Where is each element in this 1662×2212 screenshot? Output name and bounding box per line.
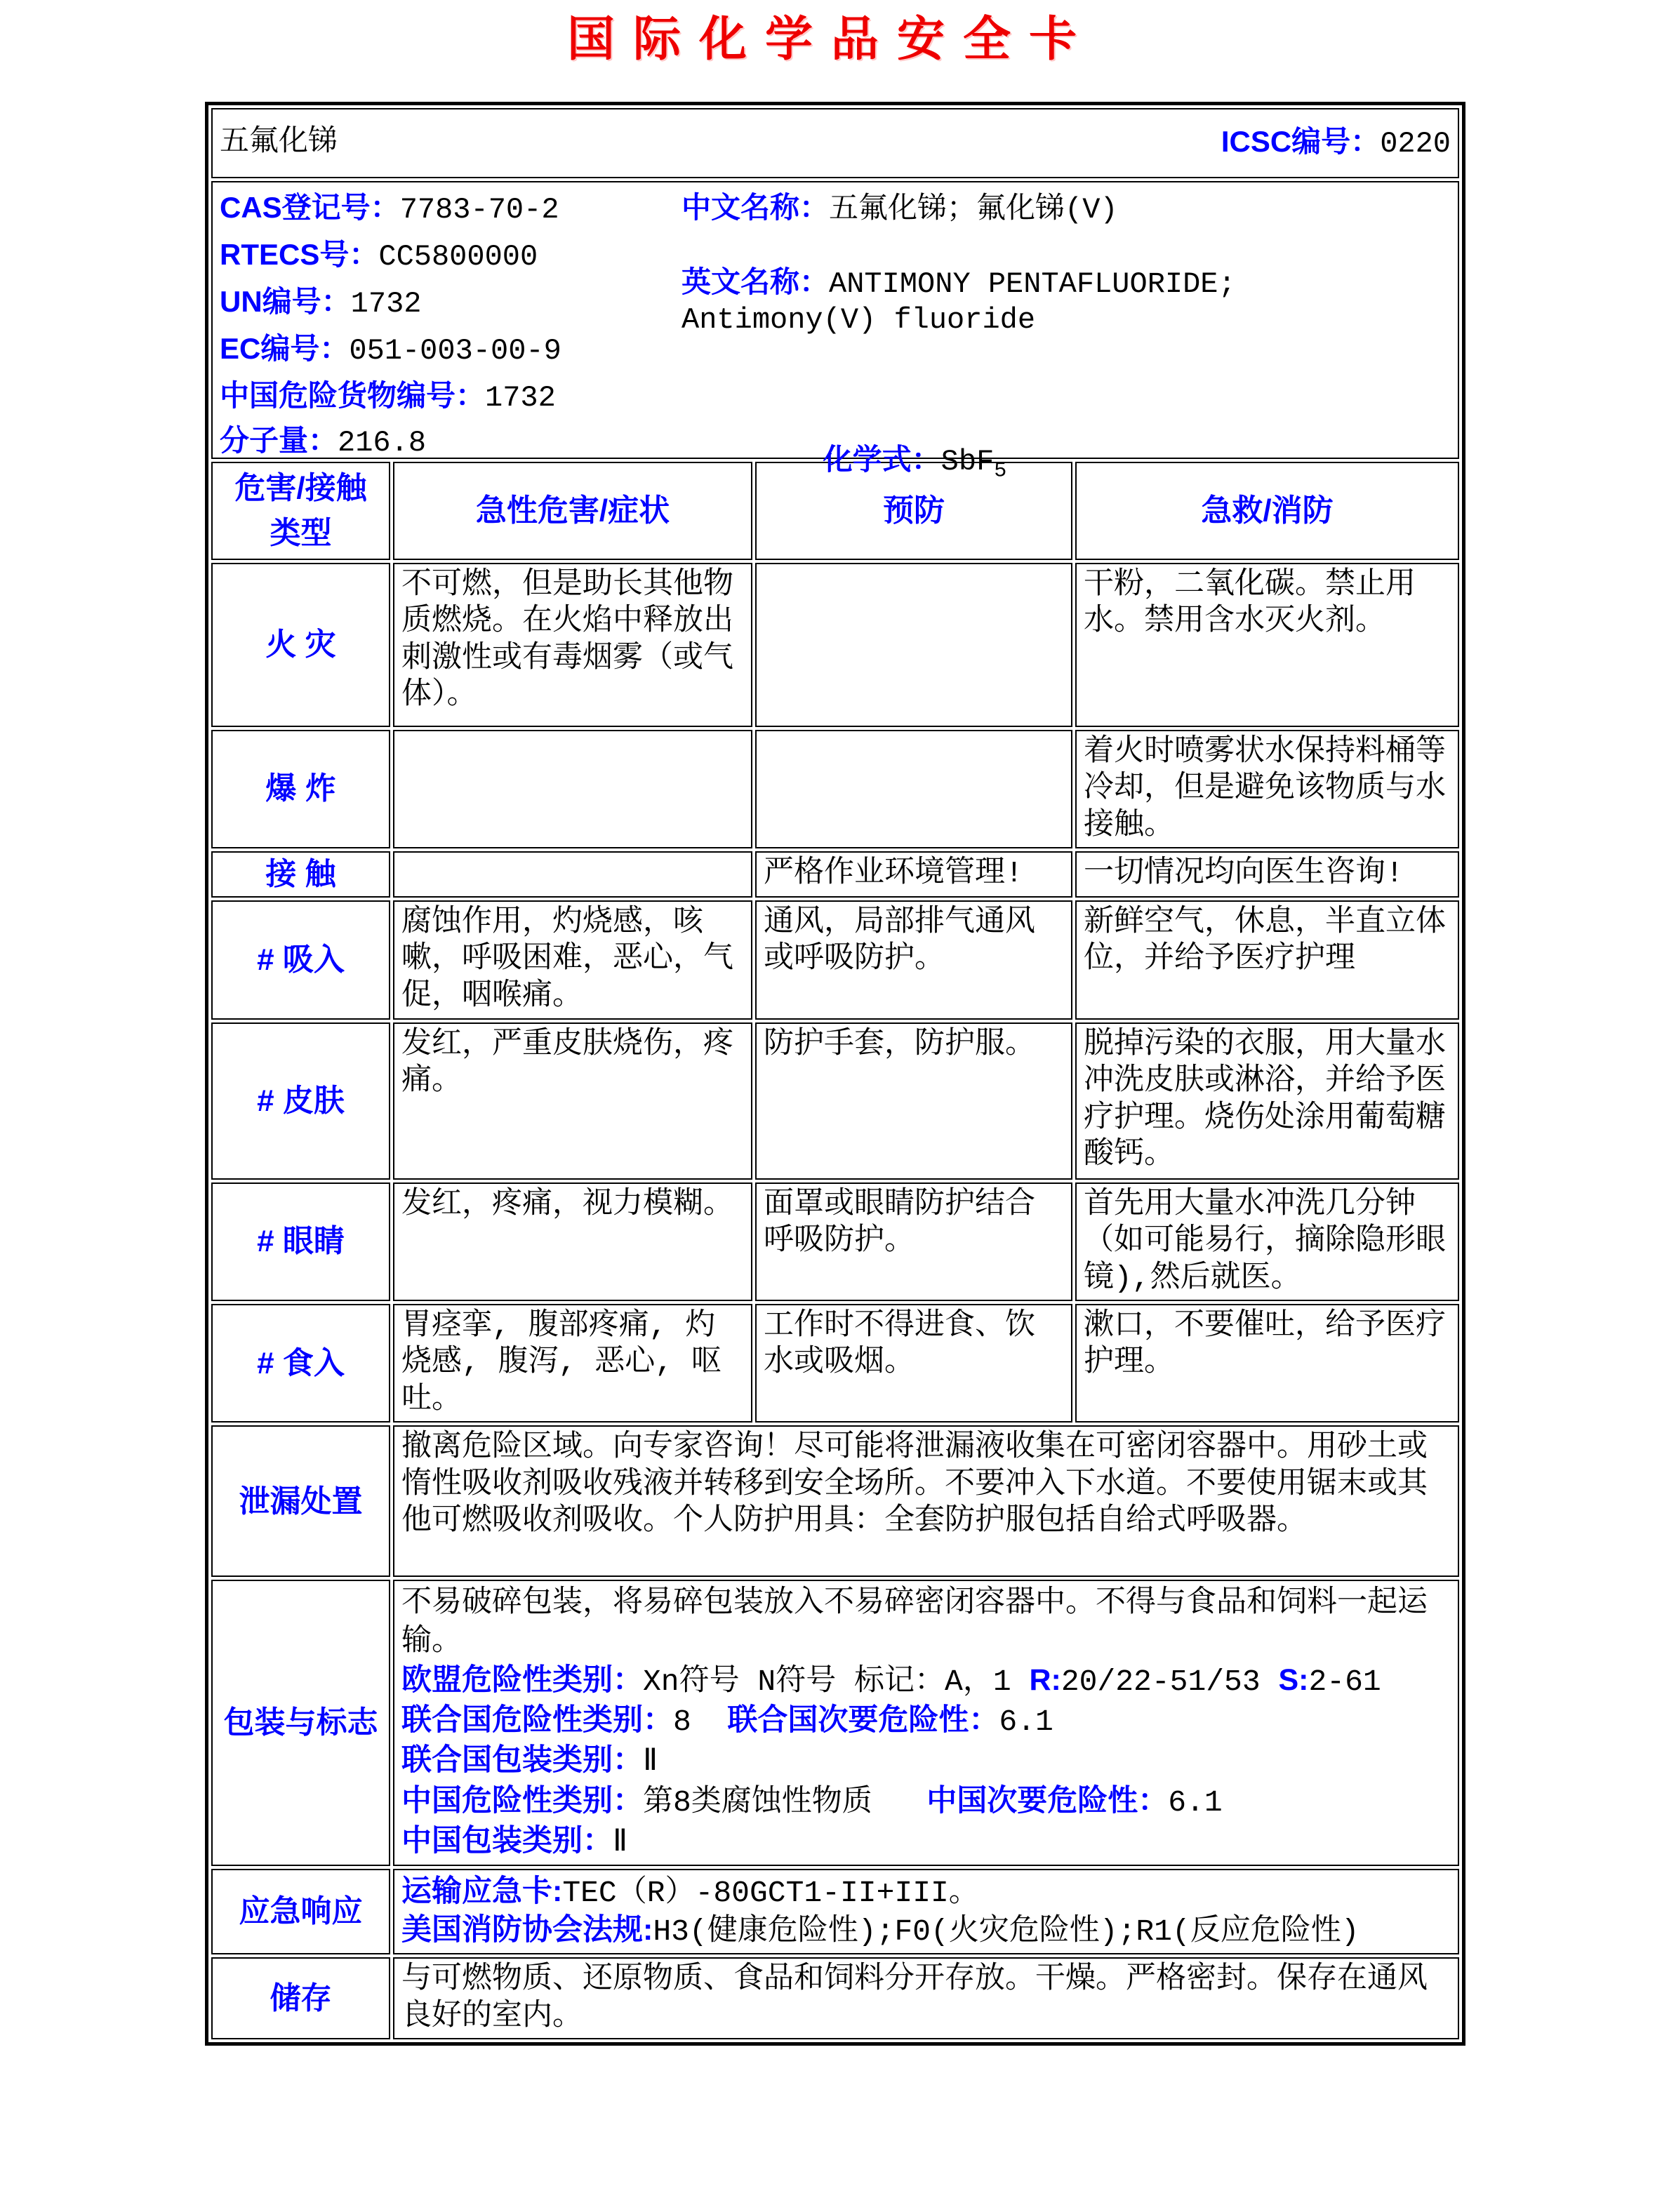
contact-prevention: 严格作业环境管理! [755, 851, 1072, 898]
ingestion-prevention: 工作时不得进食、饮水或吸烟。 [755, 1304, 1072, 1423]
row-label-ingestion: # 食入 [211, 1304, 390, 1423]
row-label-storage: 储存 [211, 1957, 390, 2039]
table-row-skin [211, 1022, 1459, 1180]
skin-symptoms: 发红，严重皮肤烧伤，疼痛。 [393, 1022, 752, 1180]
skin-prevention: 防护手套，防护服。 [755, 1022, 1072, 1180]
row-label-emergency-response: 应急响应 [211, 1869, 390, 1955]
table-row-emergency-response [211, 1869, 1459, 1955]
identifiers-row [211, 181, 1459, 459]
row-label-contact: 接 触 [211, 851, 390, 898]
row-label-fire: 火 灾 [211, 563, 390, 727]
row-label-skin: # 皮肤 [211, 1022, 390, 1180]
chinese-name: 中文名称：五氟化锑；氟化锑(V) [682, 191, 1118, 227]
table-row-storage [211, 1957, 1459, 2039]
page-title: 国际化学品安全卡 [566, 13, 1095, 66]
ec-number: EC编号：051-003-00-9 [220, 332, 561, 368]
fire-prevention [755, 563, 1072, 727]
emergency-transport-card: 运输应急卡:TEC（R）-80GCT1-II+III。 [401, 1874, 979, 1910]
packaging-un-classification: 联合国危险性类别：8 联合国次要危险性：6.1 [401, 1703, 1053, 1740]
header-hazard-type: 危害/接触类型 [211, 462, 390, 560]
header-first-aid: 急救/消防 [1075, 462, 1459, 560]
card-title-row [211, 108, 1459, 178]
inhalation-firstaid: 新鲜空气，休息，半直立体位，并给予医疗护理 [1075, 900, 1459, 1020]
contact-symptoms [393, 851, 752, 898]
packaging-china-classification: 中国危险性类别：第8类腐蚀性物质 中国次要危险性：6.1 [401, 1783, 1223, 1820]
contact-firstaid: 一切情况均向医生咨询! [1075, 851, 1459, 898]
spill-disposal-text: 撤离危险区域。向专家咨询！尽可能将泄漏液收集在可密闭容器中。用砂土或惰性吸收剂吸收残液并转移到安全场所。不要冲入下水道。不要使用锯末或其他可燃吸收剂吸收。个人防护用具：全套防护服包括自给式呼吸器。 [393, 1425, 1459, 1577]
table-row-contact [211, 851, 1459, 898]
eyes-prevention: 面罩或眼睛防护结合呼吸防护。 [755, 1182, 1072, 1301]
row-label-inhalation: # 吸入 [211, 900, 390, 1020]
ingestion-symptoms: 胃痉挛, 腹部疼痛, 灼烧感, 腹泻, 恶心, 呕吐。 [393, 1304, 752, 1423]
molecular-weight: 分子量：216.8 [220, 424, 427, 460]
explosion-symptoms [393, 730, 752, 848]
rtecs-number: RTECS号：CC5800000 [220, 238, 538, 274]
explosion-prevention [755, 730, 1072, 848]
chemical-formula [682, 406, 1447, 520]
eyes-firstaid: 首先用大量水冲洗几分钟（如可能易行，摘除隐形眼镜),然后就医。 [1075, 1182, 1459, 1301]
inhalation-prevention: 通风，局部排气通风或呼吸防护。 [755, 900, 1072, 1020]
row-label-spill-disposal: 泄漏处置 [211, 1425, 390, 1577]
packaging-transport-note: 不易破碎包装，将易碎包装放入不易碎密闭容器中。不得与食品和饲料一起运输。 [401, 1586, 1428, 1660]
packaging-content [393, 1580, 1459, 1865]
formula-label: 化学式： [823, 443, 941, 477]
emergency-response-content [393, 1869, 1459, 1955]
icsc-card-table [205, 102, 1465, 2046]
cas-number: CAS登记号：7783-70-2 [220, 191, 559, 227]
packaging-eu-classification: 欧盟危险性类别：Xn符号 N符号 标记：A，1 R:20/22-51/53 S:2-61 [401, 1663, 1381, 1700]
fire-firstaid: 干粉，二氧化碳。禁止用水。禁用含水灭火剂。 [1075, 563, 1459, 727]
un-number: UN编号：1732 [220, 285, 422, 321]
header-acute-hazards: 急性危害/症状 [393, 462, 752, 560]
header-prevention: 预防 [755, 462, 1072, 560]
table-row-inhalation [211, 900, 1459, 1020]
eyes-symptoms: 发红，疼痛，视力模糊。 [393, 1182, 752, 1301]
skin-firstaid: 脱掉污染的衣服，用大量水冲洗皮肤或淋浴，并给予医疗护理。烧伤处涂用葡萄糖酸钙。 [1075, 1022, 1459, 1180]
table-row-explosion [211, 730, 1459, 848]
icsc-number: ICSC编号：0220 [1221, 125, 1451, 161]
storage-text: 与可燃物质、还原物质、食品和饲料分开存放。干燥。严格密封。保存在通风良好的室内。 [393, 1957, 1459, 2039]
table-row-ingestion [211, 1304, 1459, 1423]
table-row-spill-disposal [211, 1425, 1459, 1577]
emergency-nfpa-code: 美国消防协会法规:H3(健康危险性);F0(火灾危险性);R1(反应危险性) [401, 1913, 1359, 1950]
formula-value: SbF [940, 445, 995, 479]
ingestion-firstaid: 漱口，不要催吐，给予医疗护理。 [1075, 1304, 1459, 1423]
row-label-packaging: 包装与标志 [211, 1580, 390, 1865]
explosion-firstaid: 着火时喷雾状水保持料桶等冷却，但是避免该物质与水接触。 [1075, 730, 1459, 848]
fire-symptoms: 不可燃，但是助长其他物质燃烧。在火焰中释放出刺激性或有毒烟雾（或气体）。 [393, 563, 752, 727]
table-row-packaging [211, 1580, 1459, 1865]
chemical-name: 五氟化锑 [220, 126, 338, 160]
english-name: 英文名称：ANTIMONY PENTAFLUORIDE; Antimony(V) fluoride [682, 265, 1254, 338]
formula-subscript: 5 [994, 459, 1007, 484]
row-label-eyes: # 眼睛 [211, 1182, 390, 1301]
table-row-eyes [211, 1182, 1459, 1301]
inhalation-symptoms: 腐蚀作用，灼烧感，咳嗽，呼吸困难，恶心，气促，咽喉痛。 [393, 900, 752, 1020]
packaging-un-packing-group: 联合国包装类别：Ⅱ [401, 1743, 658, 1780]
china-dangerous-goods-number: 中国危险货物编号：1732 [220, 379, 556, 415]
row-label-explosion: 爆 炸 [211, 730, 390, 848]
packaging-china-packing-group: 中国包装类别：Ⅱ [401, 1823, 628, 1860]
table-row-fire [211, 563, 1459, 727]
